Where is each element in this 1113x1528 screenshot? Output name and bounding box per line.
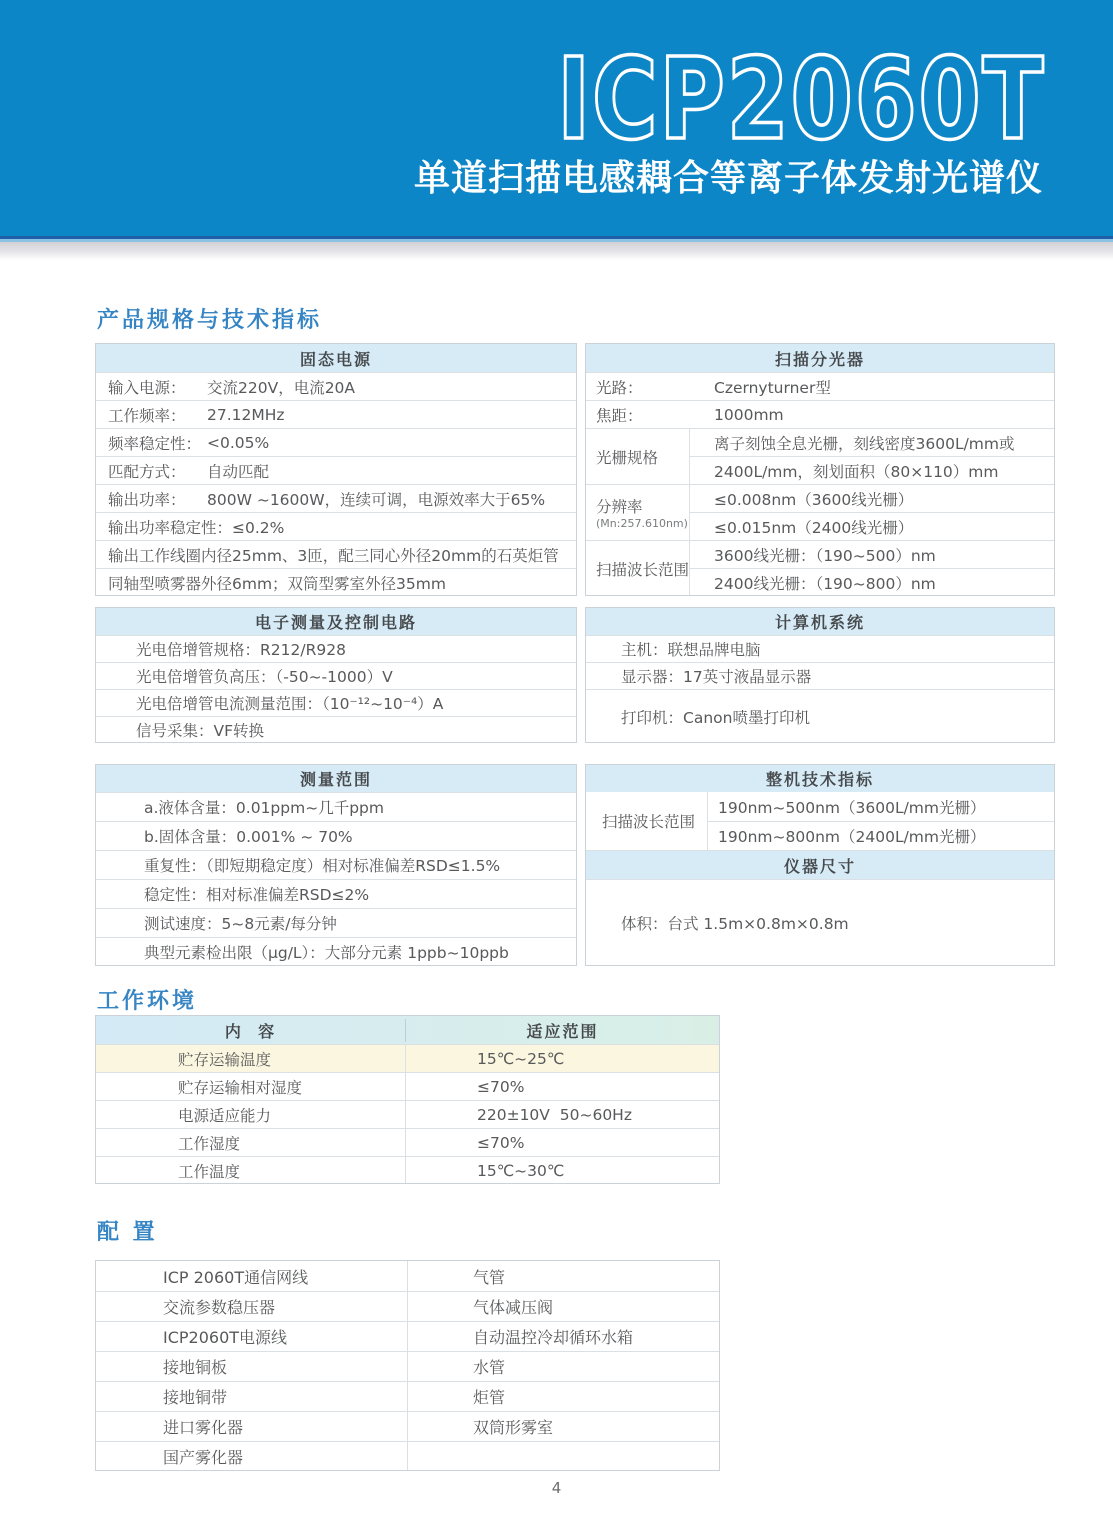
table-row: 信号采集：VF转换 [96, 716, 576, 743]
cell-name: 工作湿度 [96, 1129, 406, 1156]
row-label: 焦距： [596, 406, 643, 425]
table-configuration [95, 1260, 720, 1471]
table-row [96, 1351, 719, 1381]
row-label: 光路： [596, 378, 643, 397]
cell-left: 进口雾化器 [96, 1412, 408, 1441]
group-value: 190nm~800nm（2400L/mm光栅） [708, 821, 1054, 850]
table-row [96, 1156, 719, 1184]
table-row: 打印机：Canon喷墨打印机 [586, 689, 1054, 743]
table-row-group [586, 792, 1054, 850]
group-label-text: 扫描波长范围 [602, 813, 696, 831]
table-header-row [96, 1016, 719, 1044]
cell-left: ICP 2060T通信网线 [96, 1261, 408, 1291]
row-label: 匹配方式： [108, 462, 186, 481]
section-title-configuration: 配 置 [97, 1220, 158, 1245]
cell-left: 国产雾化器 [96, 1442, 408, 1471]
table-row: 显示器：17英寸液晶显示器 [586, 662, 1054, 689]
section-title-environment: 工作环境 [97, 989, 198, 1014]
row-volume: 体积：台式 1.5m×0.8m×0.8m [586, 879, 1054, 966]
group-label-text: 分辨率 [596, 498, 643, 516]
section-title-specs: 产品规格与技术指标 [97, 308, 323, 333]
table-electronics [95, 607, 577, 743]
table-row [96, 1072, 719, 1100]
table-row [96, 1044, 719, 1072]
page-number: 4 [551, 1479, 562, 1497]
product-subtitle: 单道扫描电感耦合等离子体发射光谱仪 [413, 158, 1043, 199]
group-label [586, 429, 690, 484]
column-header-content: 内 容 [96, 1019, 406, 1042]
cell-range: 15℃~25℃ [477, 1049, 565, 1068]
table-measurement-range [95, 764, 577, 966]
table-header: 扫描分光器 [586, 344, 1054, 372]
group-label [586, 485, 690, 540]
row-text: 输出功率稳定性：≤0.2% [108, 518, 285, 537]
cell-right: 水管 [473, 1358, 506, 1377]
cell-left: 接地铜板 [96, 1352, 408, 1381]
row-value: Czernyturner型 [714, 378, 831, 397]
row-value: 自动匹配 [207, 462, 270, 481]
row-value: 1000mm [714, 405, 784, 424]
table-row [96, 372, 576, 400]
cell-range: 220±10V 50~60Hz [477, 1105, 632, 1124]
cell-right: 气体减压阀 [473, 1298, 554, 1317]
row-text: 同轴型喷雾器外径6mm；双筒型雾室外径35mm [108, 574, 446, 593]
table-row [96, 512, 576, 540]
table-row-group [586, 540, 1054, 596]
table-row [96, 540, 576, 568]
table-solid-state-power [95, 343, 577, 596]
table-row [96, 1381, 719, 1411]
group-value: 2400L/mm，刻划面积（80×110）mm [690, 456, 1054, 484]
table-header: 测量范围 [96, 765, 576, 792]
table-row [586, 400, 1054, 428]
cell-range: ≤70% [477, 1077, 525, 1096]
table-row [96, 1128, 719, 1156]
table-row [96, 1411, 719, 1441]
group-value: 2400线光栅：（190~800）nm [690, 568, 1054, 596]
table-row [96, 1261, 719, 1291]
group-value: 3600线光栅：（190~500）nm [714, 546, 936, 565]
table-subheader-dimensions: 仪器尺寸 [586, 850, 1054, 879]
row-value: 27.12MHz [207, 405, 285, 424]
table-row: 稳定性：相对标准偏差RSD≤2% [96, 879, 576, 908]
table-row [586, 372, 1054, 400]
group-values [690, 485, 1054, 540]
cell-name: 电源适应能力 [96, 1101, 406, 1128]
table-header: 计算机系统 [586, 608, 1054, 635]
table-row [96, 568, 576, 596]
table-row [96, 400, 576, 428]
group-label-text: 光栅规格 [596, 448, 659, 467]
cell-name: 工作温度 [96, 1157, 406, 1184]
table-row: 测试速度：5~8元素/每分钟 [96, 908, 576, 937]
group-value: 190nm~500nm（3600L/mm光栅） [718, 798, 986, 817]
group-label-text: 扫描波长范围 [596, 560, 690, 579]
row-value: <0.05% [207, 433, 270, 452]
banner-rule-gray [0, 242, 1113, 260]
cell-name: 贮存运输温度 [96, 1045, 406, 1072]
cell-left: ICP2060T电源线 [96, 1322, 408, 1351]
table-row-group [586, 428, 1054, 484]
table-row: 主机：联想品牌电脑 [586, 635, 1054, 662]
row-label: 输入电源： [108, 378, 186, 397]
row-label: 频率稳定性： [108, 434, 202, 453]
table-environment [95, 1015, 720, 1184]
group-value: ≤0.015nm（2400线光栅） [690, 512, 1054, 540]
table-header: 固态电源 [96, 344, 576, 372]
group-values [690, 429, 1054, 484]
group-values [708, 792, 1054, 850]
table-overall-specs [585, 764, 1055, 966]
table-header: 电子测量及控制电路 [96, 608, 576, 635]
table-header: 整机技术指标 [586, 765, 1054, 792]
cell-range: ≤70% [477, 1133, 525, 1152]
cell-right: 双筒形雾室 [473, 1418, 554, 1437]
group-value: 离子刻蚀全息光栅，刻线密度3600L/mm或 [714, 434, 1015, 453]
table-monochromator [585, 343, 1055, 596]
column-header-range: 适应范围 [526, 1021, 599, 1041]
table-row [96, 428, 576, 456]
table-row [96, 1100, 719, 1128]
table-row: 光电倍增管规格：R212/R928 [96, 635, 576, 662]
table-row: 光电倍增管负高压：（-50~-1000）V [96, 662, 576, 689]
row-label: 工作频率： [108, 406, 186, 425]
row-label: 输出功率： [108, 490, 186, 509]
table-row: a.液体含量：0.01ppm~几千ppm [96, 792, 576, 821]
row-value: 800W ~1600W，连续可调，电源效率大于65% [207, 490, 546, 509]
table-row [96, 1321, 719, 1351]
group-label [586, 541, 690, 596]
table-row: 重复性：（即短期稳定度）相对标准偏差RSD≤1.5% [96, 850, 576, 879]
group-values [690, 541, 1054, 596]
cell-right: 自动温控冷却循环水箱 [473, 1328, 634, 1347]
table-row: b.固体含量：0.001% ~ 70% [96, 821, 576, 850]
table-row: 光电倍增管电流测量范围：（10⁻¹²~10⁻⁴）A [96, 689, 576, 716]
table-row [96, 484, 576, 512]
row-text: 输出工作线圈内径25mm、3匝，配三同心外径20mm的石英炬管 [108, 546, 559, 565]
cell-left: 接地铜带 [96, 1382, 408, 1411]
table-row [96, 456, 576, 484]
cell-left: 交流参数稳压器 [96, 1292, 408, 1321]
table-computer-system [585, 607, 1055, 743]
cell-name: 贮存运输相对湿度 [96, 1073, 406, 1100]
table-row [96, 1441, 719, 1471]
group-label-subtext: (Mn:257.610nm) [596, 517, 688, 530]
table-row [96, 1291, 719, 1321]
table-row: 典型元素检出限（μg/L）：大部分元素 1ppb~10ppb [96, 937, 576, 966]
group-label [586, 792, 708, 850]
cell-right: 炬管 [473, 1388, 506, 1407]
product-model-title: ICP2060T [556, 35, 1045, 165]
table-row-group [586, 484, 1054, 540]
cell-range: 15℃~30℃ [477, 1161, 565, 1180]
group-value: ≤0.008nm（3600线光栅） [714, 490, 914, 509]
cell-right: 气管 [473, 1267, 506, 1287]
row-value: 交流220V，电流20A [207, 378, 356, 397]
